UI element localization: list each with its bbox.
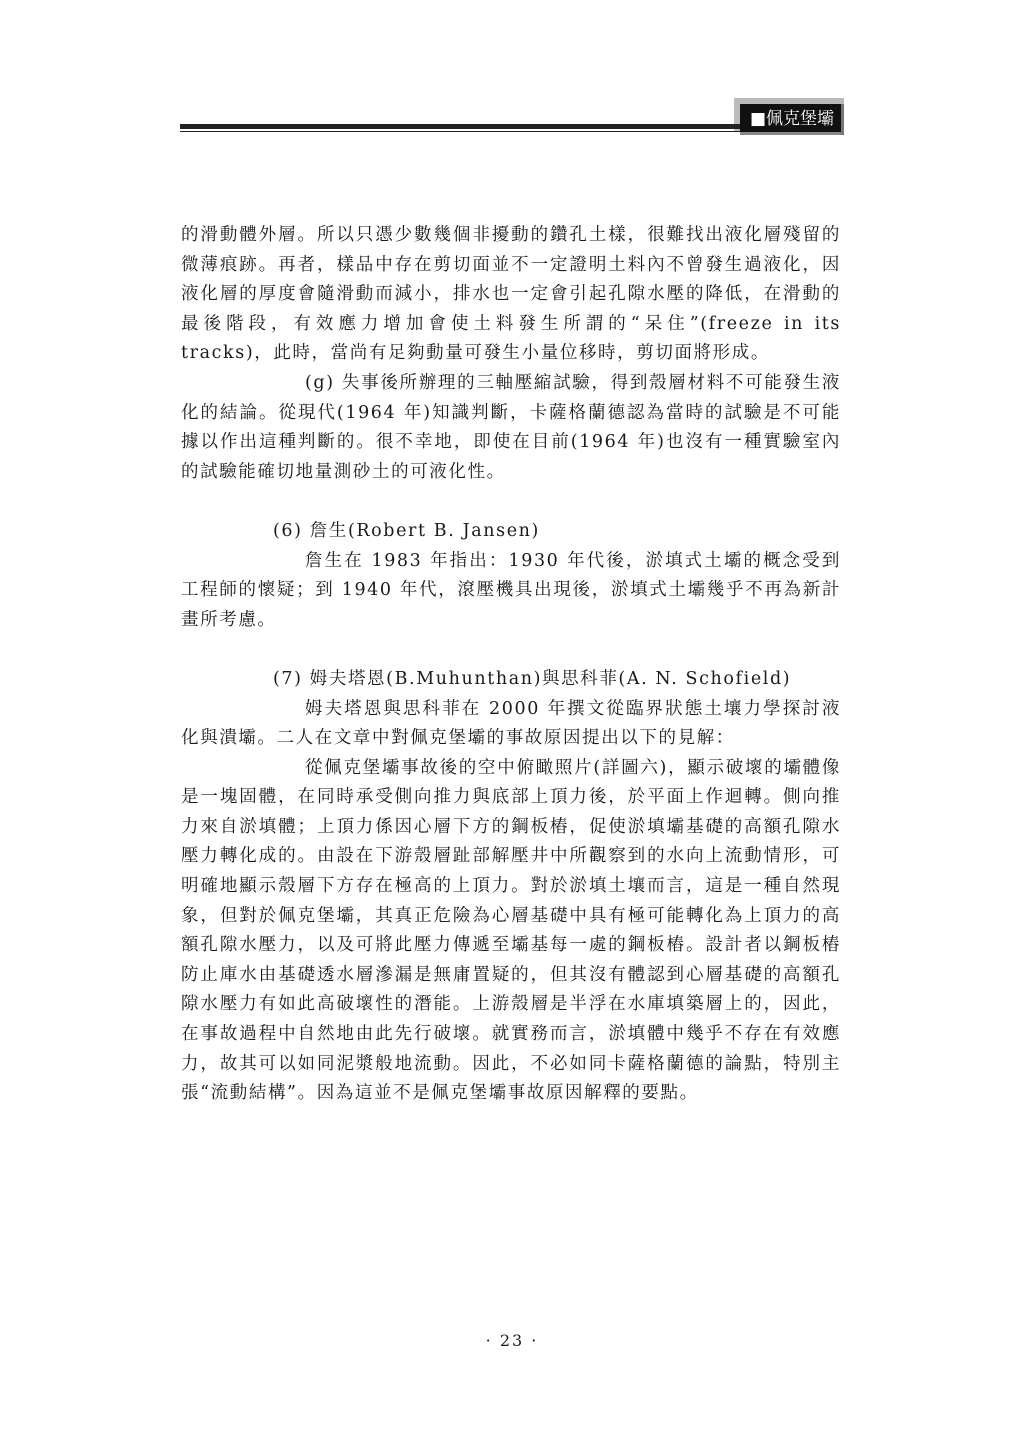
paragraph-muhunthan-intro: 姆夫塔恩與思科菲在 2000 年撰文從臨界狀態土壤力學探討液化與潰壩。二人在文章中對佩克堡壩的事故原因提出以下的見解： [181,698,841,749]
paragraph-continuation: 的滑動體外層。所以只憑少數幾個非擾動的鑽孔土樣，很難找出液化層殘留的微薄痕跡。再者，樣品中存在剪切面並不一定證明土料內不曾發生過液化，因液化層的厚度會隨滑動而減小，排水也一定會引起孔隙水壓的降低，在滑動的最後階段，有效應力增加會使土料發生所謂的“呆住”(freeze in its tracks)，此時，當尚有足夠動量可發生小量位移時，剪切面將形成。 [181,225,841,364]
document-body [181,221,841,1109]
paragraph-item-g: (g) 失事後所辦理的三軸壓縮試驗，得到殼層材料不可能發生液化的結論。從現代(1964 年)知識判斷，卡薩格蘭德認為當時的試驗是不可能據以作出這種判斷的。很不幸地，即使在目前(1964 年)也沒有一種實驗室內的試驗能確切地量測砂土的可液化性。 [181,372,841,482]
section-title-tab: ■佩克堡壩 [740,104,844,135]
header-rule [180,124,740,129]
paragraph-gap [181,487,841,517]
header-rule-thin [180,131,740,132]
page-number: · 23 · [485,1331,539,1350]
paragraph-muhunthan-view: 從佩克堡壩事故後的空中俯瞰照片(詳圖六)，顯示破壞的壩體像是一塊固體，在同時承受側向推力與底部上頂力後，於平面上作迴轉。側向推力來自淤填體；上頂力係因心層下方的鋼板樁，促使淤填壩基礎的高額孔隙水壓力轉化成的。由設在下游殼層趾部解壓井中所觀察到的水向上流動情形，可明確地顯示殼層下方存在極高的上頂力。對於淤填土壤而言，這是一種自然現象，但對於佩克堡壩，其真正危險為心層基礎中具有極可能轉化為上頂力的高額孔隙水壓力，以及可將此壓力傳遞至壩基每一處的鋼板樁。設計者以鋼板樁防止庫水由基礎透水層滲漏是無庸置疑的，但其沒有體認到心層基礎的高額孔隙水壓力有如此高破壞性的潛能。上游殼層是半浮在水庫填築層上的，因此，在事故過程中自然地由此先行破壞。就實務而言，淤填體中幾乎不存在有效應力，故其可以如同泥漿般地流動。因此，不必如同卡薩格蘭德的論點，特別主張“流動結構”。因為這並不是佩克堡壩事故原因解釋的要點。 [181,757,841,1104]
paragraph-gap [181,635,841,665]
section-heading-jansen: (6) 詹生(Robert B. Jansen) [273,520,540,541]
section-heading-muhunthan: (7) 姆夫塔恩(B.Muhunthan)與思科菲(A. N. Schofield) [273,668,792,689]
paragraph-jansen: 詹生在 1983 年指出：1930 年代後，淤填式土壩的概念受到工程師的懷疑；到 1940 年代，滾壓機具出現後，淤填式土壩幾乎不再為新計畫所考慮。 [181,550,841,630]
